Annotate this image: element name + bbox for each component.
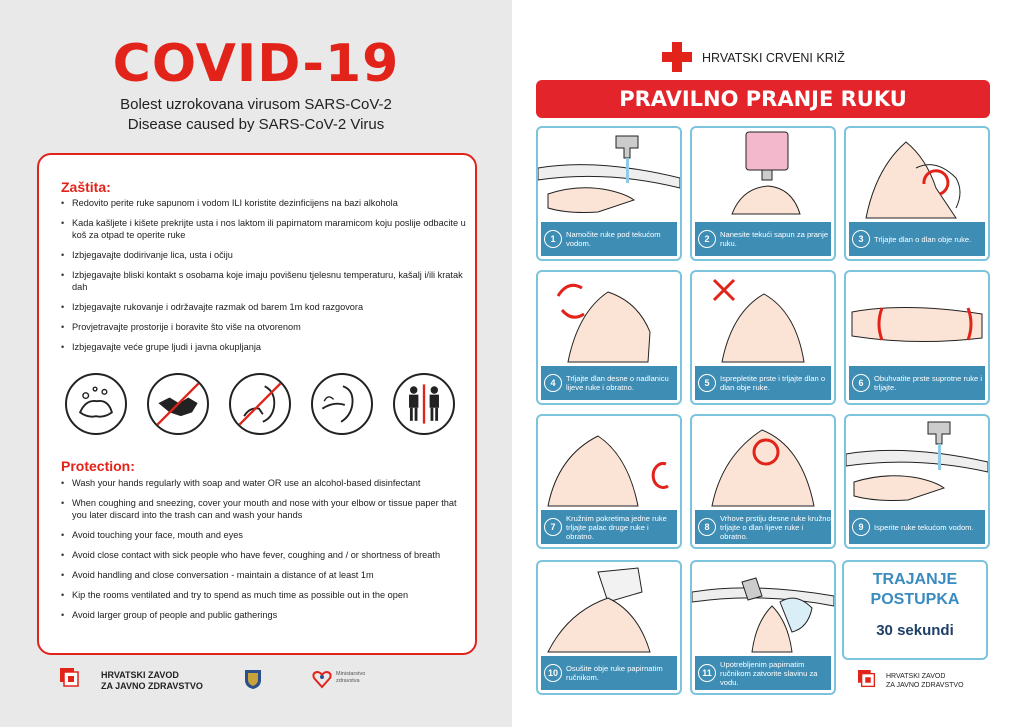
duration-value: 30 sekundi bbox=[876, 622, 954, 639]
prevention-pictograms bbox=[65, 373, 455, 439]
step-text: Vrhove prstiju desne ruke kružno trljajte o dlan lijeve ruke i obratno. bbox=[720, 513, 831, 541]
step-card bbox=[690, 126, 836, 261]
soap-dispenser-icon bbox=[692, 128, 834, 223]
list-item: • Avoid touching your face, mouth and eyes bbox=[61, 529, 466, 541]
step-card bbox=[536, 270, 682, 405]
step-number: 9 bbox=[852, 518, 870, 536]
list-item: • Izbjegavajte bliski kontakt s osobama koje imaju povišenu tjelesnu temperaturu, kašalj i/ili kratak dah bbox=[61, 269, 466, 293]
list-item: • Wash your hands regularly with soap and water OR use an alcohol-based disinfectant bbox=[61, 477, 466, 489]
step-card bbox=[536, 414, 682, 549]
step-number: 4 bbox=[544, 374, 562, 392]
step-text: Nanesite tekući sapun za pranje ruku. bbox=[720, 230, 829, 248]
subtitle-english: Disease caused by SARS-CoV-2 Virus bbox=[127, 116, 385, 133]
step-caption bbox=[541, 656, 677, 690]
protection-heading-hr: Zaštita: bbox=[61, 179, 111, 195]
palm-to-palm-icon bbox=[846, 128, 988, 223]
list-item: • Kada kašljete i kišete prekrijte usta i nos laktom ili papirnatom maramicom koju poslije odbacite u koš za otpad te operite ruke bbox=[61, 217, 466, 241]
crest-icon bbox=[243, 668, 263, 690]
list-item: • Avoid handling and close conversation - maintain a distance of at least 1m bbox=[61, 569, 466, 581]
paper-towel-dry-icon bbox=[538, 562, 680, 657]
subtitle-croatian: Bolest uzrokovana virusom SARS-CoV-2 bbox=[120, 96, 392, 113]
step-number: 6 bbox=[852, 374, 870, 392]
no-handshake-icon bbox=[147, 373, 209, 435]
list-item: • Izbjegavajte dodirivanje lica, usta i očiju bbox=[61, 249, 466, 261]
list-item: • Redovito perite ruke sapunom i vodom ILI koristite dezinficijens na bazi alkohola bbox=[61, 197, 466, 209]
step-caption bbox=[695, 656, 831, 690]
interlace-fingers-icon bbox=[692, 272, 834, 367]
step-number: 7 bbox=[544, 518, 562, 536]
step-caption bbox=[695, 366, 831, 400]
rotate-thumb-icon bbox=[538, 416, 680, 511]
keep-distance-icon bbox=[393, 373, 455, 435]
step-card bbox=[844, 270, 990, 405]
grip-fingers-icon bbox=[846, 272, 988, 367]
protection-heading-en: Protection: bbox=[61, 458, 135, 474]
right-footer-logo bbox=[858, 670, 998, 700]
step-caption bbox=[849, 366, 985, 400]
list-item: • When coughing and sneezing, cover your mouth and nose with your elbow or tissue paper that you later discard into the trash can and wash your hands bbox=[61, 497, 466, 521]
ministry-line2: zdravstva bbox=[336, 678, 360, 684]
step-number: 11 bbox=[698, 664, 716, 682]
ministry-line1: Ministarstvo bbox=[336, 671, 366, 677]
list-item: • Avoid larger group of people and public gatherings bbox=[61, 609, 466, 621]
protection-info-box bbox=[37, 153, 477, 655]
hzjz-logo-icon bbox=[60, 668, 82, 690]
step-text: Trljajte dlan desne o nadlanicu lijeve ruke i obratno. bbox=[566, 374, 669, 392]
list-item: • Kip the rooms ventilated and try to spend as much time as possible out in the open bbox=[61, 589, 466, 601]
step-card bbox=[536, 560, 682, 695]
step-number: 2 bbox=[698, 230, 716, 248]
step-text: Trljajte dlan o dlan obje ruke. bbox=[874, 234, 972, 244]
step-text: Namočite ruke pod tekućom vodom. bbox=[566, 230, 661, 248]
left-footer-logos bbox=[0, 660, 512, 720]
step-number: 5 bbox=[698, 374, 716, 392]
step-text: Isperite ruke tekućom vodom. bbox=[874, 522, 974, 532]
back-of-hand-icon bbox=[538, 272, 680, 367]
step-text: Obuhvatite prste suprotne ruke i trljajte. bbox=[874, 374, 983, 392]
step-card bbox=[690, 270, 836, 405]
ministry-heart-icon bbox=[312, 669, 332, 689]
rinse-hands-icon bbox=[538, 128, 680, 223]
step-caption bbox=[541, 366, 677, 400]
step-card bbox=[690, 560, 836, 695]
handwashing-title-banner: PRAVILNO PRANJE RUKU bbox=[536, 80, 990, 118]
step-card bbox=[690, 414, 836, 549]
red-cross-icon bbox=[662, 42, 692, 72]
fingertips-icon bbox=[692, 416, 834, 511]
step-number: 8 bbox=[698, 518, 716, 536]
step-number: 10 bbox=[544, 664, 562, 682]
step-text: Osušite obje ruke papirnatim ručnikom. bbox=[566, 664, 663, 682]
step-card bbox=[536, 126, 682, 261]
list-item: • Avoid close contact with sick people who have fever, coughing and / or shortness of breath bbox=[61, 549, 466, 561]
step-card bbox=[844, 126, 990, 261]
step-text: Upotrebljenim papirnatim ručnikom zatvorite slavinu za vodu. bbox=[720, 659, 818, 687]
step-caption bbox=[849, 510, 985, 544]
list-item: • Izbjegavajte veće grupe ljudi i javna okupljanja bbox=[61, 341, 466, 353]
duration-line2: POSTUPKA bbox=[870, 591, 960, 608]
duration-line1: TRAJANJE bbox=[872, 571, 958, 588]
step-caption bbox=[849, 222, 985, 256]
step-caption bbox=[541, 222, 677, 256]
hzjz-name-line1: HRVATSKI ZAVOD bbox=[101, 670, 179, 680]
hzjz-name-line1: HRVATSKI ZAVOD bbox=[886, 673, 946, 680]
cough-into-elbow-icon bbox=[311, 373, 373, 435]
handwashing-panel bbox=[512, 0, 1024, 727]
protection-list-hr bbox=[61, 197, 466, 361]
hzjz-logo-icon bbox=[858, 670, 878, 690]
no-face-touching-icon bbox=[229, 373, 291, 435]
list-item: • Izbjegavajte rukovanje i održavajte razmak od barem 1m kod razgovora bbox=[61, 301, 466, 313]
red-cross-org-name: HRVATSKI CRVENI KRIŽ bbox=[702, 51, 845, 65]
list-item: • Provjetravajte prostorije i boravite što više na otvorenom bbox=[61, 321, 466, 333]
step-caption bbox=[695, 510, 831, 544]
step-text: Kružnim pokretima jedne ruke trljajte palac druge ruke i obratno. bbox=[566, 513, 667, 541]
step-text: Isprepletite prste i trljajte dlan o dlan obje ruke. bbox=[720, 374, 826, 392]
step-number: 1 bbox=[544, 230, 562, 248]
duration-box bbox=[842, 560, 988, 660]
hand-washing-icon bbox=[65, 373, 127, 435]
rinse-water-icon bbox=[846, 416, 988, 511]
step-caption bbox=[541, 510, 677, 544]
step-number: 3 bbox=[852, 230, 870, 248]
step-card bbox=[844, 414, 990, 549]
hzjz-name-line2: ZA JAVNO ZDRAVSTVO bbox=[101, 681, 203, 691]
protection-list-en bbox=[61, 477, 466, 629]
hzjz-name-line2: ZA JAVNO ZDRAVSTVO bbox=[886, 682, 964, 689]
step-caption bbox=[695, 222, 831, 256]
close-tap-with-towel-icon bbox=[692, 562, 834, 657]
covid-title: COVID-19 bbox=[112, 34, 400, 94]
